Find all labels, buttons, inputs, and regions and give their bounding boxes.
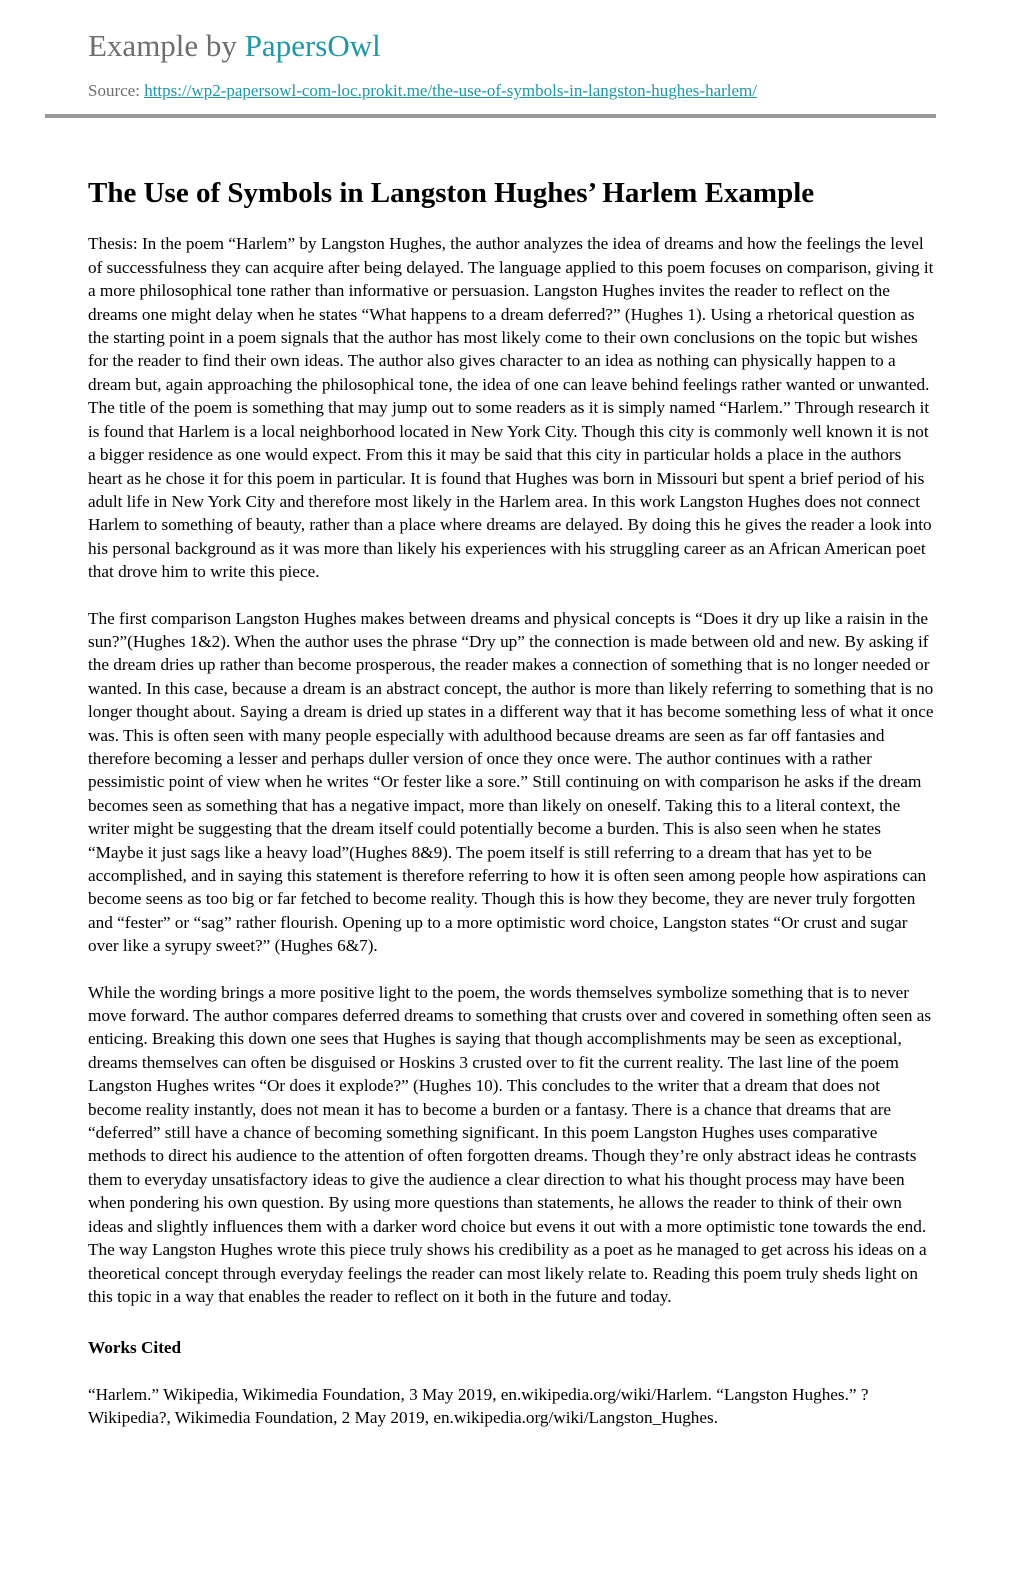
source-line: [88, 81, 936, 101]
page-title: The Use of Symbols in Langston Hughes’ Harlem Example: [88, 176, 815, 209]
works-cited-text: “Harlem.” Wikipedia, Wikimedia Foundation, 3 May 2019, en.wikipedia.org/wiki/Harlem. “Langston Hughes.” ?Wikipedia?, Wikimedia Foundation, 2 May 2019, en.wikipedia.org/wiki/Langston_Hughes.: [88, 1384, 869, 1428]
source-label: Source:: [88, 80, 140, 100]
paragraph-thesis: Thesis: In the poem “Harlem” by Langston Hughes, the author analyzes the idea of dreams and how the feelings the level of successfulness they can acquire after being delayed. The language applied to this poem focuses on comparison, giving it a more philosophical tone rather than informative or persuasion. Langston Hughes invites the reader to reflect on the dreams one might delay when he states “What happens to a dream deferred?” (Hughes 1). Using a rhetorical question as the starting point in a poem signals that the author has most likely come to their own conclusions on the topic but wishes for the reader to find their own ideas. The author also gives character to an idea as nothing can physically happen to a dream but, again approaching the philosophical tone, the idea of one can leave behind feelings rather wanted or unwanted. The title of the poem is something that may jump out to some readers as it is simply named “Harlem.” Through research it is found that Harlem is a local neighborhood located in New York City. Though this city is commonly well known it is not a bigger residence as one would expect. From this it may be said that this city in particular holds a place in the authors heart as he chose it for this poem in particular. It is found that Hughes was born in Missouri but spent a brief period of his adult life in New York City and therefore most likely in the Harlem area. In this work Langston Hughes does not connect Harlem to something of beauty, rather than a place where dreams are delayed. By doing this he gives the reader a look into his personal background as it was more than likely his experiences with his struggling career as an African American poet that drove him to write this piece.: [88, 234, 934, 582]
article-body: [88, 232, 936, 1308]
source-url-link[interactable]: https://wp2-papersowl-com-loc.prokit.me/the-use-of-symbols-in-langston-hughes-harlem/: [144, 80, 757, 100]
masthead-prefix: Example by: [88, 28, 245, 63]
header-divider: [45, 114, 936, 118]
paragraph-conclusion: While the wording brings a more positive light to the poem, the words themselves symbolize something that is to never move forward. The author compares deferred dreams to something that crusts over and covered in something often seen as enticing. Breaking this down one sees that Hughes is saying that though accomplishments may be seen as exceptional, dreams themselves can often be disguised or Hoskins 3 crusted over to fit the current reality. The last line of the poem Langston Hughes writes “Or does it explode?” (Hughes 10). This concludes to the writer that a dream that does not become reality instantly, does not mean it has to become a burden or a fantasy. There is a chance that dreams that are “deferred” still have a chance of becoming something significant. In this poem Langston Hughes uses comparative methods to direct his audience to the attention of often forgotten dreams. Though they’re only abstract ideas he contrasts them to everyday unsatisfactory ideas to give the audience a clear direction to what his thought process may have been when pondering his own question. By using more questions than statements, he allows the reader to think of their own ideas and slightly influences them with a darker word choice but evens it out with a more optimistic tone towards the end. The way Langston Hughes wrote this piece truly shows his credibility as a poet as he managed to get across his ideas on a theoretical concept through everyday feelings the reader can most likely relate to. Reading this poem truly sheds light on this topic in a way that enables the reader to reflect on it both in the future and today.: [88, 982, 932, 1306]
works-cited-heading: Works Cited: [88, 1338, 182, 1358]
brand-name: PapersOwl: [244, 28, 381, 63]
paragraph-comparison: The first comparison Langston Hughes makes between dreams and physical concepts is “Does it dry up like a raisin in the sun?”(Hughes 1&2). When the author uses the phrase “Dry up” the connection is made between old and new. By asking if the dream dries up rather than become prosperous, the reader makes a connection of something that is no longer needed or wanted. In this case, because a dream is an abstract concept, the author is more than likely referring to something that is no longer thought about. Saying a dream is dried up states in a different way that it has become something less of what it once was. This is often seen with many people especially with adulthood because dreams are seen as far off fantasies and therefore becoming a lesser and perhaps duller version of once they once were. The author continues with a rather pessimistic point of view when he writes “Or fester like a sore.” Still continuing on with comparison he asks if the dream becomes seen as something that has a negative impact, more than likely on oneself. Taking this to a literal context, the writer might be suggesting that the dream itself could potentially become a burden. This is also seen when he states “Maybe it just sags like a heavy load”(Hughes 8&9). The poem itself is still referring to a dream that has yet to be accomplished, and in saying this statement is therefore referring to how it is often seen among people how aspirations can become seens as too big or far fetched to become reality. Though this is how they become, they are never truly forgotten and “fester” or “sag” rather flourish. Opening up to a more optimistic word choice, Langston states “Or crust and sugar over like a syrupy sweet?” (Hughes 6&7).: [88, 608, 934, 956]
masthead: [88, 28, 936, 64]
